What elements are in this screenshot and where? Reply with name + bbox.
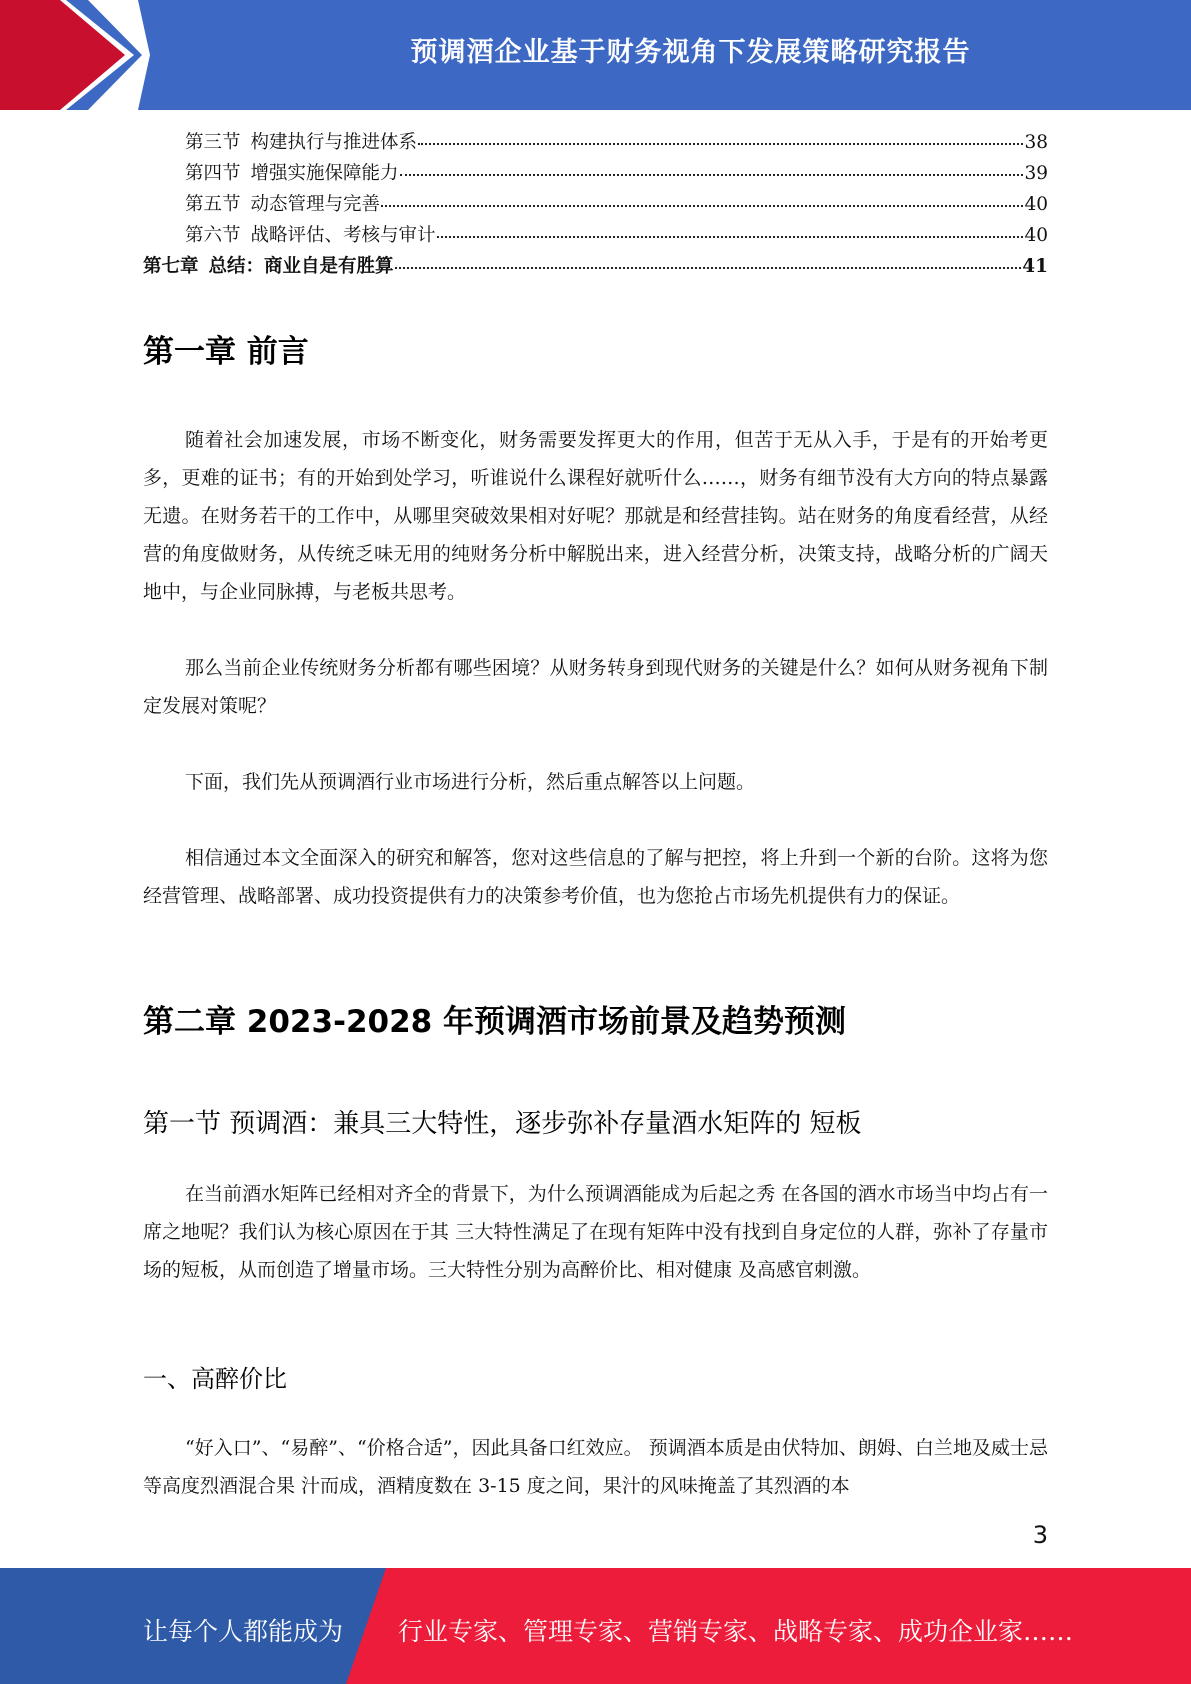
page-header bbox=[0, 0, 1191, 110]
toc-entry-page: 40 bbox=[1024, 194, 1048, 215]
toc-entry-number: 第七章 bbox=[143, 256, 199, 277]
toc-leader-dots bbox=[418, 143, 1023, 145]
toc-leader-dots bbox=[381, 205, 1023, 207]
toc-entry-title: 总结：商业自是有胜算 bbox=[208, 256, 394, 277]
section-1-heading: 第一节 预调酒：兼具三大特性，逐步弥补存量酒水矩阵的 短板 bbox=[143, 1109, 862, 1139]
toc-entry-number: 第五节 bbox=[185, 194, 241, 215]
toc-leader-dots bbox=[395, 267, 1022, 269]
toc-leader-dots bbox=[400, 174, 1024, 176]
toc-entry-page: 39 bbox=[1024, 163, 1048, 184]
toc-entry-number: 第四节 bbox=[185, 163, 241, 184]
chapter-1-paragraph: 那么当前企业传统财务分析都有哪些困境？从财务转身到现代财务的关键是什么？如何从财务视角下制定发展对策呢？ bbox=[143, 657, 1048, 717]
toc-leader-dots bbox=[437, 236, 1024, 238]
toc-entry-number: 第三节 bbox=[185, 132, 241, 153]
toc-entry[interactable] bbox=[143, 159, 1048, 190]
subsection-1-heading: 一、高醉价比 bbox=[143, 1365, 287, 1393]
chapter-1-paragraph: 下面，我们先从预调酒行业市场进行分析，然后重点解答以上问题。 bbox=[185, 771, 756, 793]
toc-entry-title: 增强实施保障能力 bbox=[250, 163, 399, 184]
section-1-paragraph: 在当前酒水矩阵已经相对齐全的背景下，为什么预调酒能成为后起之秀 在各国的酒水市场当中均占有一席之地呢？我们认为核心原因在于其 三大特性满足了在现有矩阵中没有找到自身定位的人群，弥补了存量市 场的短板，从而创造了增量市场。三大特性分别为高醉价比、相对健康 及高感官刺激。 bbox=[143, 1183, 1048, 1281]
toc-entry-title: 动态管理与完善 bbox=[250, 194, 381, 215]
toc-entry-title: 战略评估、考核与审计 bbox=[250, 225, 436, 246]
toc-entry-page: 41 bbox=[1022, 256, 1048, 277]
chapter-1-paragraph: 随着社会加速发展，市场不断变化，财务需要发挥更大的作用，但苦于无从入手，于是有的开始考更多，更难的证书；有的开始到处学习，听谁说什么课程好就听什么……，财务有细节没有大方向的特点暴露无遗。在财务若干的工作中，从哪里突破效果相对好呢？那就是和经营挂钩。站在财务的角度看经营，从经营的角度做财务，从传统乏味无用的纯财务分析中解脱出来，进入经营分析，决策支持，战略分析的广阔天地中，与企业同脉搏，与老板共思考。 bbox=[143, 429, 1048, 603]
toc-entry[interactable] bbox=[143, 128, 1048, 159]
footer-slogan-left: 让每个人都能成为 bbox=[143, 1617, 344, 1646]
toc-entry-page: 40 bbox=[1024, 225, 1048, 246]
header-chevron-decoration bbox=[0, 0, 160, 110]
chapter-1-heading: 第一章 前言 bbox=[143, 334, 309, 370]
toc-entry-chapter[interactable] bbox=[143, 252, 1048, 283]
toc-entry-page: 38 bbox=[1024, 132, 1048, 153]
chapter-1-paragraph: 相信通过本文全面深入的研究和解答，您对这些信息的了解与把控，将上升到一个新的台阶。这将为您经营管理、战略部署、成功投资提供有力的决策参考价值，也为您抢占市场先机提供有力的保证。 bbox=[143, 847, 1048, 907]
footer-slogan-right: 行业专家、管理专家、营销专家、战略专家、成功企业家…… bbox=[398, 1617, 1074, 1646]
page-footer bbox=[0, 1568, 1191, 1684]
table-of-contents bbox=[143, 128, 1048, 283]
chapter-2-heading: 第二章 2023-2028 年预调酒市场前景及趋势预测 bbox=[143, 1004, 847, 1040]
subsection-1-paragraph: “好入口”、“易醉”、“价格合适”，因此具备口红效应。 预调酒本质是由伏特加、朗姆、白兰地及威士忌等高度烈酒混合果 汁而成，酒精度数在 3-15 度之间，果汁的风味掩盖了其烈酒的本 bbox=[143, 1437, 1048, 1497]
page-number: 3 bbox=[1032, 1521, 1048, 1549]
toc-entry-number: 第六节 bbox=[185, 225, 241, 246]
header-title: 预调酒企业基于财务视角下发展策略研究报告 bbox=[410, 37, 971, 68]
toc-entry[interactable] bbox=[143, 221, 1048, 252]
toc-entry[interactable] bbox=[143, 190, 1048, 221]
toc-entry-title: 构建执行与推进体系 bbox=[250, 132, 418, 153]
